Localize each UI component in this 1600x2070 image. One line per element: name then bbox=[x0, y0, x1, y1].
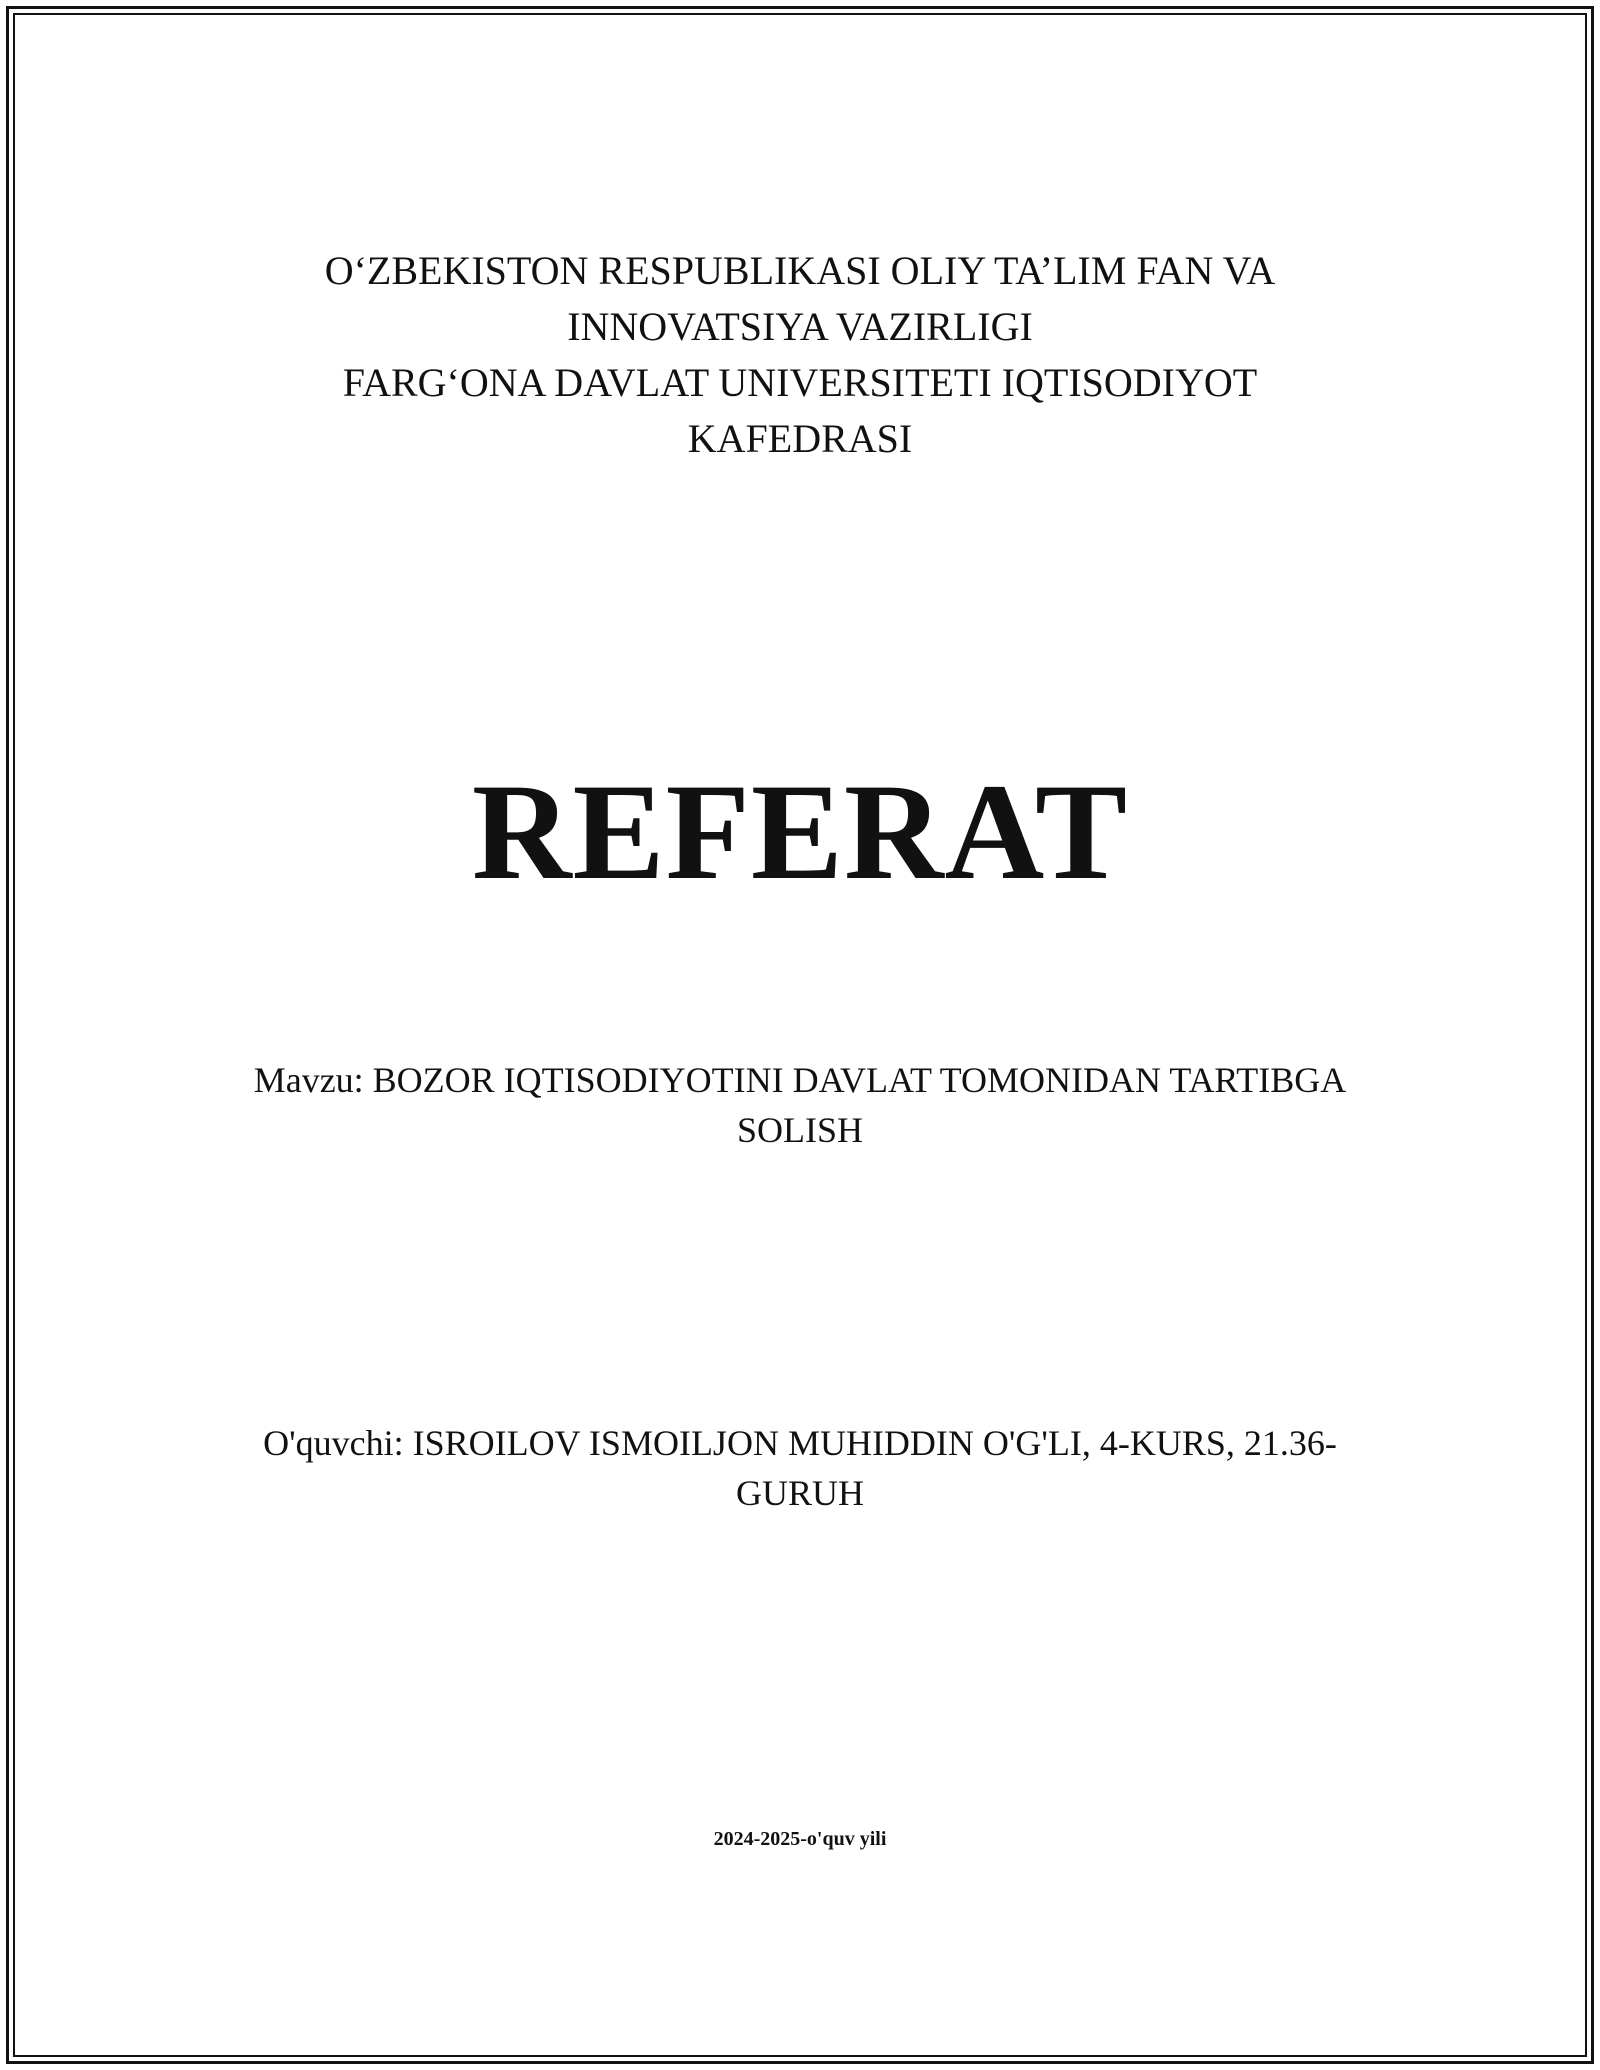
academic-year: 2024-2025-o'quv yili bbox=[713, 1828, 887, 1850]
header-line: INNOVATSIYA VAZIRLIGI bbox=[567, 304, 1033, 349]
institution-header bbox=[0, 243, 1600, 467]
header-line: O‘ZBEKISTON RESPUBLIKASI OLIY TA’LIM FAN VA bbox=[324, 248, 1276, 293]
topic-line: SOLISH bbox=[736, 1110, 864, 1150]
student-line: GURUH bbox=[735, 1473, 864, 1513]
student-line: O'quvchi: ISROILOV ISMOILJON MUHIDDIN O'G'LI, 4-KURS, 21.36- bbox=[263, 1423, 1337, 1463]
topic-line: Mavzu: BOZOR IQTISODIYOTINI DAVLAT TOMONIDAN TARTIBGA bbox=[253, 1060, 1347, 1100]
document-title: REFERAT bbox=[471, 755, 1129, 908]
header-line: FARG‘ONA DAVLAT UNIVERSITETI IQTISODIYOT bbox=[342, 360, 1258, 405]
student-block bbox=[0, 1418, 1600, 1518]
topic-block bbox=[0, 1055, 1600, 1155]
header-line: KAFEDRASI bbox=[687, 416, 913, 461]
